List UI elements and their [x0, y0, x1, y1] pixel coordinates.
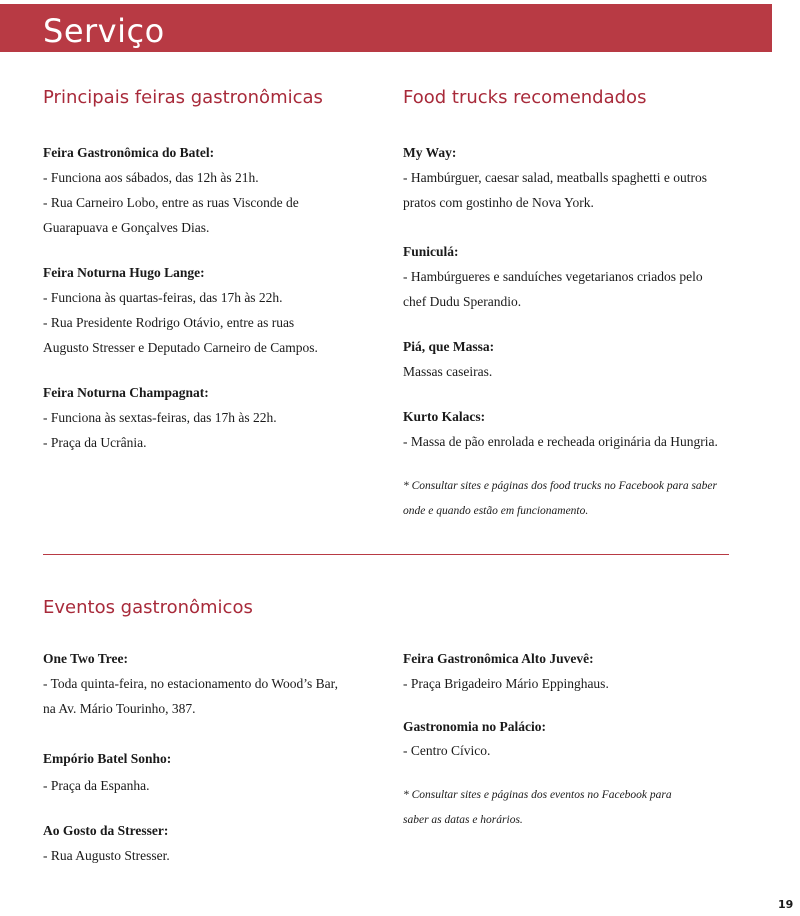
- note-line: onde e quando estão em funcionamento.: [403, 505, 589, 517]
- entry-line: - Massa de pão enrolada e recheada originária da Hungria.: [403, 434, 718, 449]
- feira-entry: [43, 260, 388, 360]
- entry-line: Massas caseiras.: [403, 364, 493, 379]
- entry-line: - Hambúrguer, caesar salad, meatballs spaghetti e outros: [403, 170, 707, 185]
- eventos-left-column: [43, 594, 388, 868]
- entry-line: - Toda quinta-feira, no estacionamento do Wood’s Bar,: [43, 676, 338, 691]
- food-trucks-section: [403, 84, 763, 524]
- entry-line: - Rua Presidente Rodrigo Otávio, entre as ruas: [43, 315, 295, 330]
- note-line: * Consultar sites e páginas dos food trucks no Facebook para saber: [403, 480, 717, 492]
- entry-line: - Praça da Espanha.: [43, 778, 150, 793]
- entry-line: - Funciona às quartas-feiras, das 17h às 22h.: [43, 290, 283, 305]
- entry-title: Feira Noturna Champagnat:: [43, 385, 209, 400]
- section-title-food-trucks: Food trucks recomendados: [403, 87, 647, 108]
- entry-line: - Hambúrgueres e sanduíches vegetarianos criados pelo: [403, 269, 703, 284]
- section-divider: [43, 554, 729, 555]
- evento-entry: [43, 818, 388, 868]
- feira-entry: [43, 140, 388, 240]
- entry-line: - Rua Carneiro Lobo, entre as ruas Visconde de: [43, 195, 299, 210]
- entry-line: - Funciona às sextas-feiras, das 17h às 22h.: [43, 410, 277, 425]
- entry-line: - Centro Cívico.: [403, 743, 491, 758]
- evento-entry: [403, 646, 748, 696]
- eventos-note: [403, 783, 748, 833]
- entry-line: pratos com gostinho de Nova York.: [403, 195, 594, 210]
- note-line: * Consultar sites e páginas dos eventos no Facebook para: [403, 789, 672, 801]
- food-truck-entry: [403, 239, 763, 314]
- entry-line: - Funciona aos sábados, das 12h às 21h.: [43, 170, 259, 185]
- entry-title: Kurto Kalacs:: [403, 409, 486, 424]
- entry-title: Feira Gastronômica Alto Juvevê:: [403, 651, 594, 666]
- entry-title: Piá, que Massa:: [403, 339, 495, 354]
- food-trucks-note: [403, 474, 763, 524]
- feira-entry: [43, 380, 388, 455]
- entry-title: Empório Batel Sonho:: [43, 751, 172, 766]
- feiras-section: [43, 84, 388, 455]
- note-line: saber as datas e horários.: [403, 814, 523, 826]
- entry-line: - Rua Augusto Stresser.: [43, 848, 170, 863]
- entry-line: Augusto Stresser e Deputado Carneiro de Campos.: [43, 340, 318, 355]
- entry-title: Funiculá:: [403, 244, 459, 259]
- header-bar: [0, 4, 772, 52]
- entry-line: Guarapuava e Gonçalves Dias.: [43, 220, 210, 235]
- entry-title: Feira Noturna Hugo Lange:: [43, 265, 205, 280]
- entry-title: Gastronomia no Palácio:: [403, 719, 546, 734]
- page-number: 19: [778, 898, 794, 911]
- entry-title: Feira Gastronômica do Batel:: [43, 145, 215, 160]
- food-truck-entry: [403, 404, 763, 454]
- evento-entry: [43, 745, 388, 798]
- section-title-eventos: Eventos gastronômicos: [43, 597, 253, 618]
- evento-entry: [403, 716, 748, 763]
- entry-title: One Two Tree:: [43, 651, 128, 666]
- entry-title: Ao Gosto da Stresser:: [43, 823, 169, 838]
- entry-line: - Praça Brigadeiro Mário Eppinghaus.: [403, 676, 609, 691]
- food-truck-entry: [403, 140, 763, 215]
- entry-title: My Way:: [403, 145, 457, 160]
- entry-line: na Av. Mário Tourinho, 387.: [43, 701, 196, 716]
- entry-line: - Praça da Ucrânia.: [43, 435, 147, 450]
- page-title: Serviço: [43, 12, 165, 50]
- evento-entry: [43, 646, 388, 721]
- food-truck-entry: [403, 334, 763, 384]
- eventos-right-column: [403, 646, 748, 833]
- entry-line: chef Dudu Sperandio.: [403, 294, 522, 309]
- section-title-feiras: Principais feiras gastronômicas: [43, 87, 323, 108]
